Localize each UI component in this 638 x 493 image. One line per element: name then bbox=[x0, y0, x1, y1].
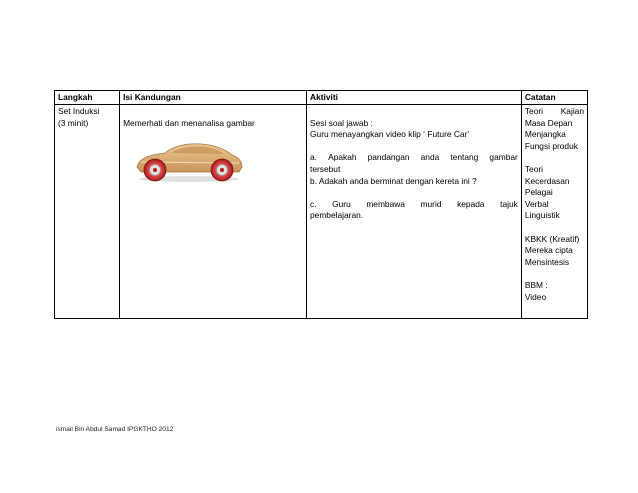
catatan-line: KBKK (Kreatif) bbox=[524, 233, 580, 244]
catatan-line: Mereka cipta bbox=[524, 245, 573, 256]
catatan-line: Menjangka bbox=[524, 129, 566, 140]
langkah-cell bbox=[55, 105, 120, 319]
catatan-teori-kajian: Teori Kajian bbox=[524, 106, 584, 116]
catatan-line: Mensintesis bbox=[524, 256, 570, 267]
catatan-line: Pelagai bbox=[524, 187, 553, 198]
catatan-line: Verbal bbox=[524, 198, 549, 209]
table-row bbox=[55, 105, 588, 319]
catatan-line: Linguistik bbox=[524, 210, 560, 221]
catatan-line: Teori bbox=[524, 163, 544, 174]
aktiviti-intro-1: Sesi soal jawab : bbox=[310, 117, 373, 128]
table-header-row bbox=[55, 91, 588, 105]
header-catatan: Catatan bbox=[521, 91, 587, 105]
catatan-line: Fungsi produk bbox=[524, 140, 578, 151]
aktiviti-cell bbox=[307, 105, 522, 319]
front-wheel bbox=[211, 159, 233, 181]
aktiviti-item-c: c. Guru membawa murid kepada tajuk bbox=[310, 198, 518, 209]
langkah-name: Set Induksi bbox=[58, 106, 100, 116]
header-langkah: Langkah bbox=[55, 91, 120, 105]
aktiviti-item-a-cont: tersebut bbox=[310, 163, 341, 174]
isi-kandungan-text: Memerhati dan menanalisa gambar bbox=[123, 117, 255, 128]
isi-kandungan-cell bbox=[120, 105, 307, 319]
catatan-line: Kecerdasan bbox=[524, 175, 570, 186]
catatan-line: Video bbox=[524, 291, 547, 302]
catatan-line: BBM : bbox=[524, 279, 548, 290]
header-aktiviti: Aktiviti bbox=[307, 91, 522, 105]
page-footer: ismail Bin Abdul Samad IPGKTHO 2012 bbox=[56, 426, 174, 433]
wooden-toy-car-icon bbox=[131, 134, 247, 184]
catatan-cell bbox=[521, 105, 587, 319]
aktiviti-item-c-cont: pembelajaran. bbox=[310, 210, 364, 221]
aktiviti-intro-2: Guru menayangkan video klip ‘ Future Car’ bbox=[310, 129, 470, 140]
catatan-line: Masa Depan bbox=[524, 117, 573, 128]
aktiviti-item-b: b. Adakah anda berminat dengan kereta ini ? bbox=[310, 175, 477, 186]
langkah-duration: (3 minit) bbox=[58, 117, 89, 128]
rear-wheel bbox=[144, 159, 166, 181]
aktiviti-item-a: a. Apakah pandangan anda tentang gambar bbox=[310, 152, 518, 163]
lesson-plan-table bbox=[54, 90, 588, 319]
header-isi-kandungan: Isi Kandungan bbox=[120, 91, 307, 105]
